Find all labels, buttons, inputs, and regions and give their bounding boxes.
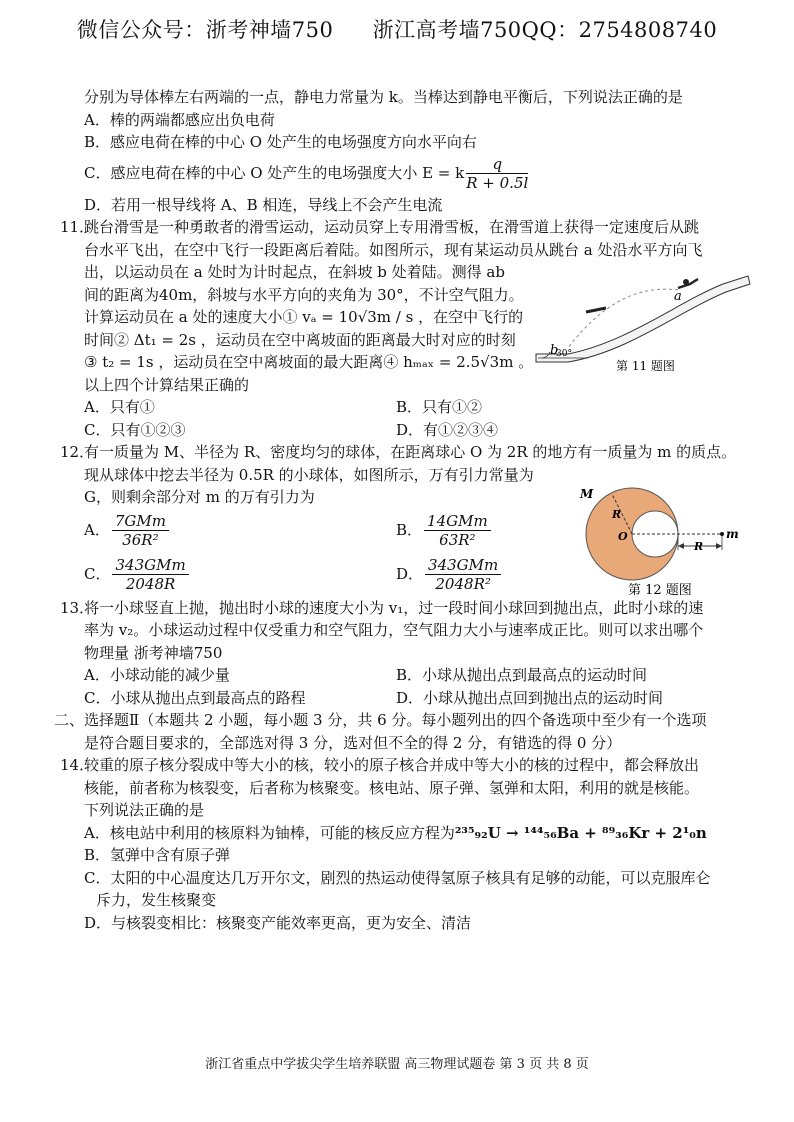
q12-option-b: B． $\frac{\text{14GMm}}{\text{63R²}}$ [396,509,732,553]
q11-option-b: B．只有①② [396,398,483,416]
q14-option-d: D．与核裂变相比：核聚变产能效率更高，更为安全、清洁 [84,913,472,932]
q10-option-b: B．感应电荷在棒的中心 O 处产生的电场强度方向水平向右 [84,133,477,151]
q11-number: 11． [60,218,95,236]
q10-option-c: C．感应电荷在棒的中心 O 处产生的电场强度大小 E = k $\frac{q}{R + 0.5l}$ [84,155,529,192]
q14-option-b: B．氢弹中含有原子弹 [84,846,231,864]
q11-figure-caption: 第 11 题图 [616,359,675,373]
page-footer: 浙江省重点中学拔尖学生培养联盟 高三物理试题卷 第 3 页 共 8 页 [205,1057,589,1072]
radius-R-label: R [612,508,622,521]
q14-option-c: C．太阳的中心温度达几万开尔文，剧烈的热运动使得氢原子核具有足够的动能，可以克服库仑 [84,868,711,887]
q11: 11． 跳台滑雪是一种勇敢者的滑雪运动，运动员穿上专用滑雪板，在滑雪道上获得一定速度后从跳 台水平飞出，在空中飞行一段距离后着陆。如图所示，现有某运动员从跳台 a 处沿水平方向飞 出，以运动员在 a 处时为计时起点，在斜坡 b 处着陆。测得 ab 间的距离为40m，斜坡与水平方向的夹角为 30°，不计空气阻力。 计算运动员在 a 处的速度大小① vₐ = 10√3m / s ，在空中飞行的 时间② Δt₁ = 2s ，运动员在空中离坡面的距离最大时对应的时刻 ③ t₂ = 1s ，运动员在空中离坡面的最大距离④ hₘₐₓ = 2.5√3m 。 以上四个计算结果正确的 [60,216,760,396]
q10-c-fraction: $\frac{q}{R + 0.5l}$ [466,155,529,192]
q13-option-c: C．小球从抛出点到最高点的路程 [84,688,306,707]
ski-slope-diagram [528,262,758,382]
q11-option-d: D．有①②③④ [396,420,499,439]
header-qq: 浙江高考墙750QQ：2754808740 [372,18,718,42]
q12-option-a: A． $\frac{\text{7GMm}}{\text{36R²}}$ [60,509,396,553]
q14-option-a: A．核电站中利用的核原料为铀棒，可能的核反应方程为²³⁵₉₂U → ¹⁴⁴₅₆Ba + ⁸⁹₃₆Kr + 2¹₀n [84,823,707,842]
distance-R-label: R [694,540,704,553]
nuclear-equation: ²³⁵₉₂U → ¹⁴⁴₅₆Ba + ⁸⁹₃₆Kr + 2¹₀n [454,823,707,842]
q12-option-c: C． $\frac{\text{343GMm}}{2048R}$ [60,553,396,597]
q10-option-d: D．若用一根导线将 A、B 相连，导线上不会产生电流 [84,195,443,214]
q13-options-row2 [60,687,760,710]
q12-figure [572,484,752,602]
q12-option-d: D． $\frac{\text{343GMm}}{\text{2048R²}}$ [396,553,732,597]
q14-option-c-cont: 斥力，发生核聚变 [96,891,217,909]
q10-continuation: 分别为导体棒左右两端的一点，静电力常量为 k。当棒达到静电平衡后，下列说法正确的是 [84,88,683,106]
q12-figure-caption: 第 12 题图 [628,583,692,598]
q13: 13． 将一小球竖直上抛，抛出时小球的速度大小为 v₁，过一段时间小球回到抛出点，此时小球的速 率为 v₂。小球运动过程中仅受重力和空气阻力，空气阻力大小与速率成正比。则可以求出哪个 物理量 浙考神墙750 [60,597,760,665]
sphere-diagram [572,484,752,602]
page-header [0,14,794,44]
q11-option-c: C．只有①②③ [84,420,186,439]
skier-icon [678,279,698,288]
q11-option-a: A．只有① [84,398,155,416]
q13-options-row1 [60,664,760,687]
center-O-label: O [618,530,628,543]
q14-number: 14． [60,756,95,774]
q13-number: 13． [60,598,95,617]
q11-options-row1 [60,396,760,419]
angle-label: 30° [556,349,572,359]
q14: 14． 较重的原子核分裂成中等大小的核，较小的原子核合并成中等大小的核的过程中，都会释放出 核能，前者称为核裂变，后者称为核聚变。核电站、原子弹、氢弹和太阳，利用的就是核能。 下列说法正确的是 [60,754,760,822]
header-wechat: 微信公众号：浙考神墙750 [76,18,334,42]
q12-number: 12． [60,443,95,461]
q13-option-a: A．小球动能的减少量 [84,666,230,684]
point-a-label: a [674,289,682,304]
point-b-label: b [550,343,559,358]
q11-figure [528,262,758,382]
q13-option-d: D．小球从抛出点回到抛出点的运动时间 [396,688,664,707]
mass-m-label: m [726,527,739,541]
mass-M-label: M [580,487,594,501]
q13-option-b: B．小球从抛出点到最高点的运动时间 [396,666,648,684]
section-2-instructions: 是符合题目要求的，全部选对得 3 分，选对但不全的得 2 分，有错选的得 0 分） [84,733,622,752]
q10-option-a: A．棒的两端都感应出负电荷 [84,110,275,129]
q12: 12． 有一质量为 M、半径为 R、密度均匀的球体，在距离球心 O 为 2R 的地方有一质量为 m 的质点。 现从球体中挖去半径为 0.5R 的小球体，如图所示，万有引力常量为 G，则剩余部分对 m 的万有引力为 [60,441,760,509]
section-2-heading: 二、选择题Ⅱ（本题共 2 小题，每小题 3 分，共 6 分。每小题列出的四个备选项中至少有一个选项 [54,711,707,729]
q11-options-row2 [60,419,760,442]
